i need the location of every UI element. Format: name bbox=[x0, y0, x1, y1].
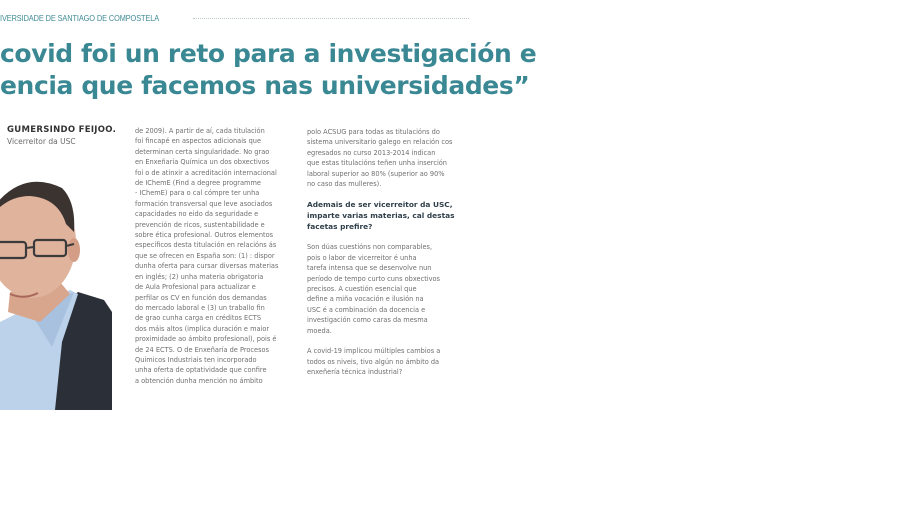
text-line: dos máis altos (implica duración e maior bbox=[135, 324, 270, 333]
paragraph-gap bbox=[307, 232, 457, 242]
text-line: todos os niveis, tivo algún no ámbito da bbox=[307, 357, 440, 366]
text-line: no caso das mulleres). bbox=[307, 180, 382, 189]
portrait-photo bbox=[0, 172, 112, 410]
text-line: en inglés; (2) unha materia obrigatoria bbox=[135, 272, 264, 281]
text-line: perfilar os CV en función dos demandas bbox=[135, 293, 267, 302]
text-line: de grao cunha carga en créditos ECTS bbox=[135, 314, 262, 323]
portrait-image-icon bbox=[0, 172, 112, 410]
text-line: Químicos Industriais ten incorporado bbox=[135, 355, 257, 364]
text-line: enxeñería técnica industrial? bbox=[307, 367, 403, 376]
byline-name: GUMERSINDO FEIJOO. bbox=[7, 125, 117, 135]
text-line: foi o de atinxir a acreditación internacional bbox=[135, 168, 277, 177]
text-line: sobre ética profesional. Outros elementos bbox=[135, 231, 274, 240]
interview-answer-1 bbox=[307, 242, 457, 336]
byline bbox=[7, 125, 116, 147]
question-line: facetas prefire? bbox=[307, 222, 373, 232]
interview-question-1 bbox=[307, 199, 457, 232]
text-line: de IChemE (Find a degree programme bbox=[135, 179, 261, 188]
text-line: sistema universitario galego en relación cos bbox=[307, 138, 453, 147]
text-line: foi fincapé en aspectos adicionais que bbox=[135, 137, 261, 146]
text-line: de Aula Profesional para actualizar e bbox=[135, 283, 256, 292]
text-line: específicos desta titulación en relacións ás bbox=[135, 241, 277, 250]
text-line: prevención de ricos, sustentabilidade e bbox=[135, 220, 265, 229]
title-line-1: covid foi un reto para a investigación e bbox=[0, 39, 537, 68]
text-line: Son dúas cuestións non comparables, bbox=[307, 243, 433, 252]
text-line: formación transversal que leve asociados bbox=[135, 199, 273, 208]
text-line: de 24 ECTS. O de Enxeñaría de Procesos bbox=[135, 345, 270, 354]
text-line: que se ofrecen en España son: (1) : dispor bbox=[135, 251, 275, 260]
title-line-2: encia que facemos nas universidades” bbox=[0, 71, 530, 100]
text-line: - IChemE) para o cal cómpre ter unha bbox=[135, 189, 260, 198]
text-line: laboral superior ao 80% (superior ao 90% bbox=[307, 169, 445, 178]
text-line: define a miña vocación e ilusión na bbox=[307, 295, 424, 304]
text-line: a obtención dunha mención no ámbito bbox=[135, 376, 263, 385]
text-line: determinan certa singularidade. No grao bbox=[135, 147, 270, 156]
header-dotted-rule bbox=[193, 18, 469, 19]
text-line: pois o labor de vicerreitor é unha bbox=[307, 253, 417, 262]
paragraph-acsug bbox=[307, 127, 457, 189]
question-line: Ademais de ser vicerreitor da USC, bbox=[307, 200, 453, 210]
text-line: dunha oferta para cursar diversas materias bbox=[135, 262, 279, 271]
text-line: egresados no curso 2013-2014 indican bbox=[307, 148, 436, 157]
paragraph-gap bbox=[307, 336, 457, 346]
header-source: IVERSIDADE DE SANTIAGO DE COMPOSTELA bbox=[0, 14, 160, 23]
text-line: en Enxeñaría Química un dos obxectivos bbox=[135, 158, 270, 167]
text-line: capacidades no eido da seguridade e bbox=[135, 210, 259, 219]
text-line: proximidade ao ámbito profesional), pois é bbox=[135, 335, 277, 344]
article-column-2 bbox=[307, 127, 457, 377]
interview-question-2 bbox=[307, 346, 457, 377]
text-line: precisos. A cuestión esencial que bbox=[307, 285, 417, 294]
text-line: USC é a combinación da docencia e bbox=[307, 305, 426, 314]
byline-role: Vicerreitor da USC bbox=[7, 137, 76, 146]
text-line: que estas titulacións teñen unha inserción bbox=[307, 159, 447, 168]
text-line: unha oferta de optatividade que confire bbox=[135, 366, 267, 375]
text-line: tarefa intensa que se desenvolve nun bbox=[307, 264, 432, 273]
text-line: polo ACSUG para todas as titulacións do bbox=[307, 128, 440, 136]
text-line: moeda. bbox=[307, 326, 332, 335]
text-line: investigación como caras da mesma bbox=[307, 316, 428, 325]
text-line: do mercado laboral e (3) un traballo fin bbox=[135, 303, 265, 312]
question-line: imparte varias materias, cal destas bbox=[307, 211, 455, 221]
text-line: de 2009). A partir de aí, cada titulación bbox=[135, 127, 265, 135]
text-line: período de tempo curto cuns obxectivos bbox=[307, 274, 440, 283]
article-title bbox=[0, 38, 536, 102]
paragraph-gap bbox=[307, 189, 457, 199]
text-line: A covid-19 implicou múltiples cambios a bbox=[307, 347, 441, 356]
article-column-1 bbox=[135, 126, 287, 386]
